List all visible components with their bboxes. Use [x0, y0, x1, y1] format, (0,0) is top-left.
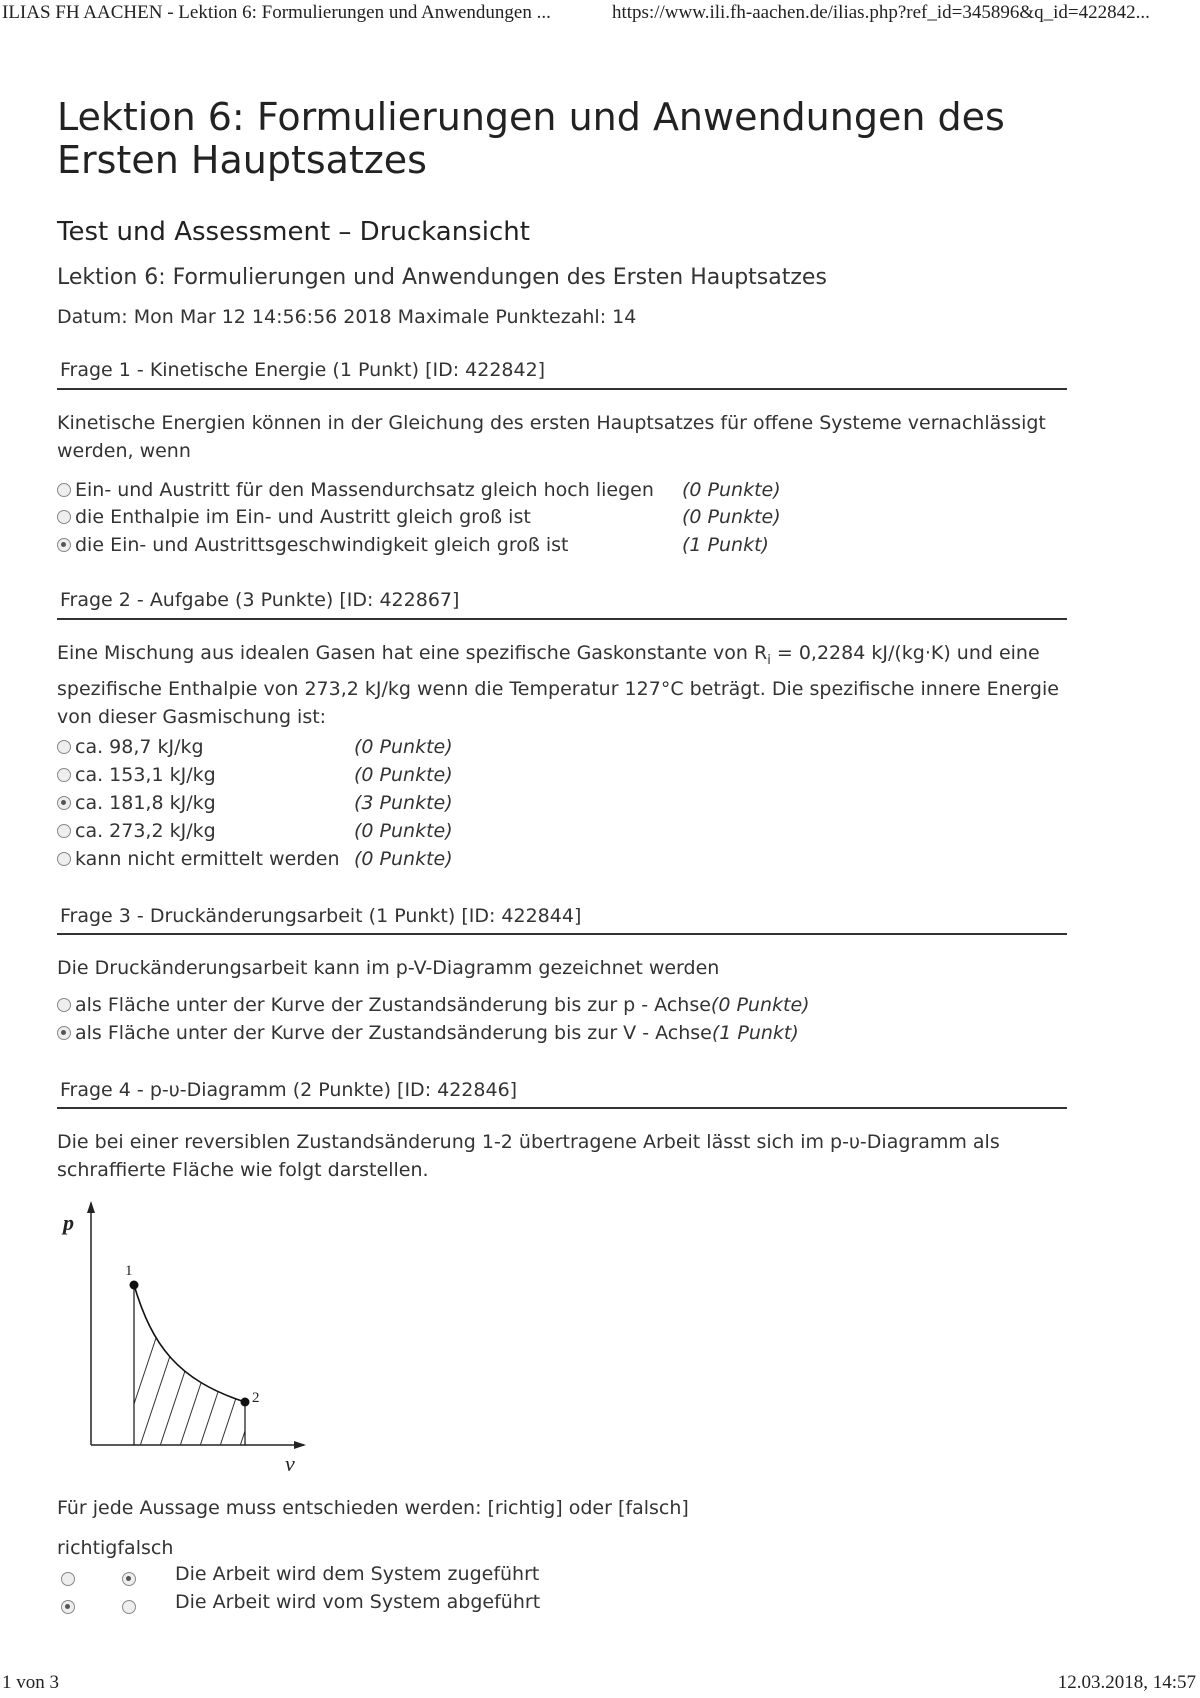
option-label: kann nicht ermittelt werden — [75, 848, 340, 870]
question-2-option-1[interactable] — [57, 736, 453, 762]
y-axis-label: p — [63, 1210, 74, 1235]
statement-2-label: Die Arbeit wird vom System abgeführt — [175, 1591, 541, 1613]
option-label: als Fläche unter der Kurve der Zustandsänderung bis zur p - Achse — [75, 994, 711, 1016]
hatched-area — [117, 1275, 297, 1455]
question-4-divider — [57, 1107, 1067, 1109]
option-label: ca. 181,8 kJ/kg — [75, 792, 216, 814]
question-1-divider — [57, 388, 1067, 390]
tf-header: richtigfalsch — [57, 1537, 174, 1559]
pv-diagram — [57, 1195, 317, 1475]
radio-unchecked-icon[interactable] — [57, 510, 71, 524]
option-points: (0 Punkte) — [354, 736, 453, 758]
page-subtitle: Test und Assessment – Druckansicht — [57, 217, 530, 247]
question-3-option-1[interactable] — [57, 994, 810, 1020]
radio-unchecked-icon[interactable] — [57, 768, 71, 782]
option-label: ca. 153,1 kJ/kg — [75, 764, 216, 786]
question-2-text-subscript: i — [767, 652, 771, 668]
print-header — [0, 2, 1200, 28]
process-curve — [134, 1285, 245, 1402]
state-point-2 — [241, 1398, 250, 1407]
radio-unchecked-icon[interactable] — [57, 852, 71, 866]
state-point-1-label: 1 — [125, 1263, 133, 1279]
print-footer — [0, 1672, 1200, 1698]
question-2-text-start: Eine Mischung aus idealen Gasen hat eine spezifische Gaskonstante von R — [57, 642, 768, 664]
radio-checked-icon[interactable] — [57, 796, 71, 810]
page-tab-title: ILIAS FH AACHEN - Lektion 6: Formulierungen und Anwendungen ... — [2, 2, 551, 23]
option-points: (0 Punkte) — [682, 479, 781, 501]
radio-checked-icon[interactable] — [57, 1026, 71, 1040]
statement-1-label: Die Arbeit wird dem System zugeführt — [175, 1563, 540, 1585]
question-1-option-1[interactable] — [57, 479, 781, 505]
test-meta: Datum: Mon Mar 12 14:56:56 2018 Maximale Punktezahl: 14 — [57, 306, 637, 328]
question-2-option-5[interactable] — [57, 848, 453, 874]
statement-2-richtig-radio[interactable] — [61, 1600, 75, 1614]
question-2-divider — [57, 618, 1067, 620]
radio-unchecked-icon[interactable] — [57, 483, 71, 497]
test-title: Lektion 6: Formulierungen und Anwendungen des Ersten Hauptsatzes — [57, 265, 827, 290]
statement-1-richtig-radio[interactable] — [61, 1572, 75, 1586]
x-axis — [91, 1441, 306, 1449]
question-2-option-2[interactable] — [57, 764, 453, 790]
question-1-option-2[interactable] — [57, 506, 781, 532]
option-label: Ein- und Austritt für den Massendurchsatz gleich hoch liegen — [75, 479, 654, 501]
option-points: (0 Punkte) — [354, 820, 453, 842]
question-4-heading: Frage 4 - p-υ-Diagramm (2 Punkte) [ID: 422846] — [60, 1079, 518, 1101]
statement-1-falsch-radio[interactable] — [122, 1572, 136, 1586]
option-points: (1 Punkt) — [682, 534, 769, 556]
page-title: Lektion 6: Formulierungen und Anwendungen des Ersten Hauptsatzes — [57, 95, 1005, 182]
option-points: (0 Punkte) — [710, 994, 810, 1016]
option-label: die Ein- und Austrittsgeschwindigkeit gleich groß ist — [75, 534, 569, 556]
option-points: (0 Punkte) — [682, 506, 781, 528]
question-2-option-4[interactable] — [57, 820, 453, 846]
radio-unchecked-icon[interactable] — [57, 740, 71, 754]
question-4-instruction: Für jede Aussage muss entschieden werden: [richtig] oder [falsch] — [57, 1497, 689, 1519]
question-2-option-3[interactable] — [57, 792, 453, 818]
print-datetime: 12.03.2018, 14:57 — [1057, 1672, 1196, 1693]
state-point-1 — [130, 1281, 139, 1290]
option-points: (0 Punkte) — [354, 764, 453, 786]
page-number: 1 von 3 — [2, 1672, 59, 1693]
option-points: (1 Punkt) — [711, 1022, 799, 1044]
question-3-option-2[interactable] — [57, 1022, 799, 1048]
radio-checked-icon[interactable] — [57, 538, 71, 552]
option-points: (0 Punkte) — [354, 848, 453, 870]
question-2-heading: Frage 2 - Aufgabe (3 Punkte) [ID: 422867] — [60, 589, 460, 611]
question-4-text: Die bei einer reversiblen Zustandsänderung 1-2 übertragene Arbeit lässt sich im p-υ-Diagramm als schraffierte Fläche wie folgt darstellen. — [57, 1131, 1000, 1181]
state-point-2-label: 2 — [252, 1390, 260, 1406]
question-2-text-end: = 0,2284 kJ/(kg·K) und eine spezifische Enthalpie von 273,2 kJ/kg wenn die Temperatur 127°C beträgt. Die spezifische innere Energie von dieser Gasmischung ist: — [57, 642, 1059, 728]
statement-2-falsch-radio[interactable] — [122, 1600, 136, 1614]
question-3-text: Die Druckänderungsarbeit kann im p-V-Diagramm gezeichnet werden — [57, 957, 720, 979]
question-3-heading: Frage 3 - Druckänderungsarbeit (1 Punkt) [ID: 422844] — [60, 905, 582, 927]
y-axis — [87, 1201, 95, 1445]
page-url[interactable]: https://www.ili.fh-aachen.de/ilias.php?ref_id=345896&q_id=422842... — [612, 2, 1150, 23]
radio-unchecked-icon[interactable] — [57, 824, 71, 838]
question-3-divider — [57, 933, 1067, 935]
question-1-option-3[interactable] — [57, 534, 769, 560]
option-label: ca. 273,2 kJ/kg — [75, 820, 216, 842]
question-1-text: Kinetische Energien können in der Gleichung des ersten Hauptsatzes für offene Systeme vernachlässigt werden, wenn — [57, 412, 1046, 462]
option-label: als Fläche unter der Kurve der Zustandsänderung bis zur V - Achse — [75, 1022, 712, 1044]
option-points: (3 Punkte) — [354, 792, 453, 814]
question-1-heading: Frage 1 - Kinetische Energie (1 Punkt) [ID: 422842] — [60, 359, 546, 381]
question-2-text — [57, 639, 1067, 731]
radio-unchecked-icon[interactable] — [57, 998, 71, 1012]
option-label: die Enthalpie im Ein- und Austritt gleich groß ist — [75, 506, 531, 528]
option-label: ca. 98,7 kJ/kg — [75, 736, 204, 758]
x-axis-label: v — [285, 1451, 295, 1475]
